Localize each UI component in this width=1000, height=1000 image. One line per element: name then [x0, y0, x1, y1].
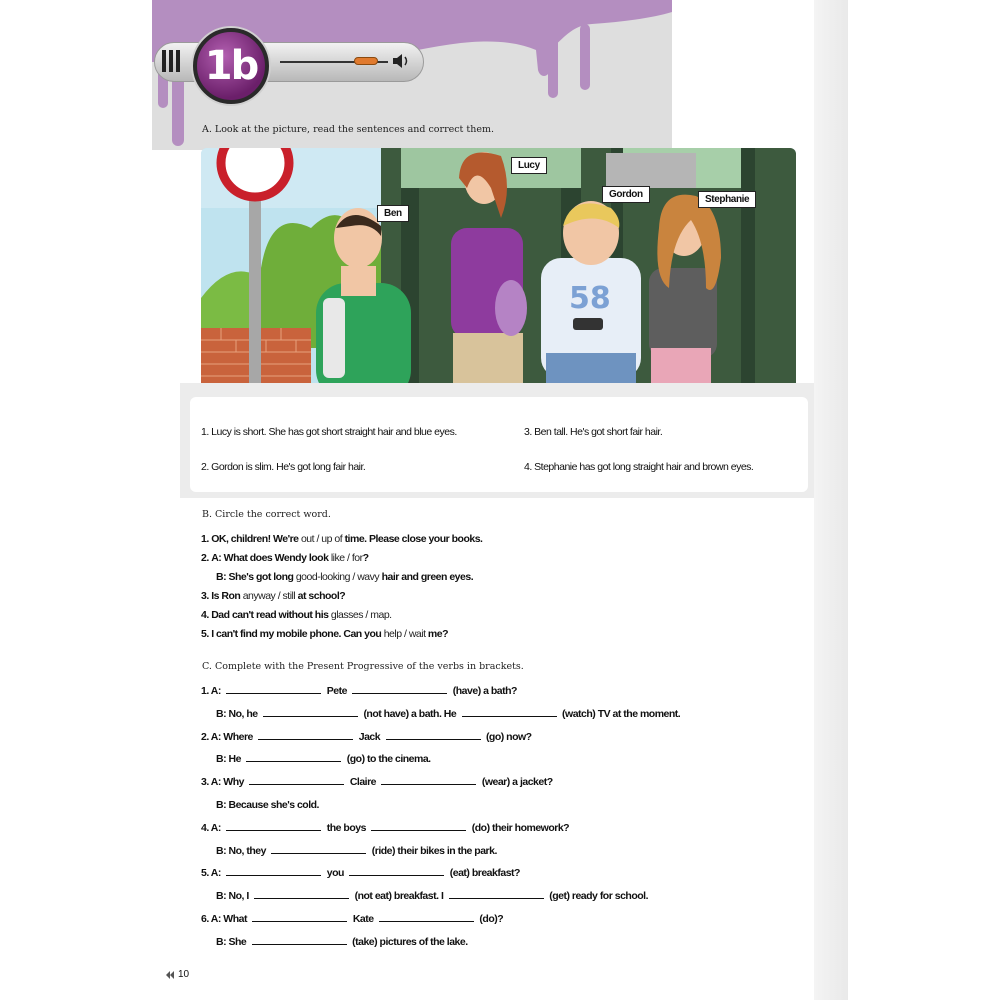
- label-stephanie: Stephanie: [698, 191, 756, 208]
- c-text: (not have) a bath. He: [363, 708, 457, 720]
- c-text: (wear) a jacket?: [481, 776, 553, 788]
- illustration-bus-stop: [201, 148, 796, 400]
- c-text: (not eat) breakfast. I: [354, 890, 444, 902]
- label-ben: Ben: [377, 205, 409, 222]
- answer-blank[interactable]: [258, 739, 353, 740]
- c-text: A:: [210, 867, 221, 879]
- answer-blank[interactable]: [252, 921, 347, 922]
- page-number: [166, 969, 189, 980]
- speaker-icon: [392, 53, 412, 69]
- b-item-text: I can't find my mobile phone. Can you: [211, 628, 382, 640]
- b-item-text: B: She's got long: [216, 571, 294, 583]
- c-item-number: 2.: [201, 731, 209, 743]
- c-text: you: [326, 867, 344, 879]
- answer-blank[interactable]: [263, 716, 358, 717]
- b-choice-options[interactable]: good-looking / wavy: [295, 571, 380, 583]
- c-text: A: Why: [210, 776, 244, 788]
- label-gordon: Gordon: [602, 186, 650, 203]
- answer-blank[interactable]: [449, 898, 544, 899]
- c-item-3-a: [201, 776, 553, 788]
- c-text: (take) pictures of the lake.: [352, 936, 468, 948]
- page-edge-shadow: [814, 0, 848, 1000]
- c-text: B: He: [216, 753, 241, 765]
- c-text: Claire: [349, 776, 376, 788]
- page-number-text: 10: [178, 969, 190, 980]
- answer-blank[interactable]: [226, 875, 321, 876]
- answer-blank[interactable]: [381, 784, 476, 785]
- rewind-icon: [166, 971, 176, 979]
- b-choice-options[interactable]: glasses / map: [330, 609, 390, 621]
- c-text: (watch) TV at the moment.: [562, 708, 681, 720]
- c-text: (do) their homework?: [471, 822, 570, 834]
- b-item-number: 2.: [201, 552, 209, 564]
- b-item-text: at school?: [297, 590, 346, 602]
- answer-blank[interactable]: [226, 830, 321, 831]
- c-text: B: No, they: [216, 845, 266, 857]
- b-item-text: Is Ron: [211, 590, 241, 602]
- c-item-5-a: [201, 867, 520, 879]
- c-text: A:: [210, 822, 221, 834]
- answer-blank[interactable]: [254, 898, 349, 899]
- c-text: (do)?: [479, 913, 504, 925]
- c-text: (have) a bath?: [452, 685, 517, 697]
- b-choice-options[interactable]: anyway / still: [242, 590, 296, 602]
- c-item-5-b: [216, 890, 648, 902]
- answer-blank[interactable]: [249, 784, 344, 785]
- c-text: (go) to the cinema.: [346, 753, 431, 765]
- b-item-text: Dad can't read without his: [211, 609, 329, 621]
- c-item-number: 5.: [201, 867, 209, 879]
- b-choice-options[interactable]: out / up of: [300, 533, 343, 545]
- b-item-3: [201, 590, 345, 602]
- b-item-1: [201, 533, 482, 545]
- sentence-3: 3. Ben tall. He's got short fair hair.: [524, 426, 663, 438]
- c-text: (get) ready for school.: [549, 890, 648, 902]
- section-a-instruction: A. Look at the picture, read the sentences and correct them.: [202, 124, 494, 135]
- answer-blank[interactable]: [462, 716, 557, 717]
- c-text: (eat) breakfast?: [449, 867, 520, 879]
- c-item-6-a: [201, 913, 503, 925]
- c-text: (ride) their bikes in the park.: [371, 845, 497, 857]
- track-bars-icon: [162, 50, 180, 72]
- b-item-number: 4.: [201, 609, 209, 621]
- b-item-number: 5.: [201, 628, 209, 640]
- c-item-1-b: [216, 708, 680, 720]
- b-item-text: .: [389, 609, 392, 621]
- c-text: B: No, I: [216, 890, 249, 902]
- b-choice-options[interactable]: like / for: [330, 552, 363, 564]
- c-item-number: 4.: [201, 822, 209, 834]
- answer-blank[interactable]: [349, 875, 444, 876]
- b-item-text: ?: [362, 552, 369, 564]
- c-text: B: Because she's cold.: [216, 799, 319, 811]
- c-item-number: 6.: [201, 913, 209, 925]
- c-item-1-a: [201, 685, 517, 697]
- unit-number: 1b: [204, 43, 258, 89]
- c-text: Jack: [358, 731, 381, 743]
- c-text: A: What: [210, 913, 247, 925]
- b-item-5: [201, 628, 448, 640]
- section-c-instruction: C. Complete with the Present Progressive of the verbs in brackets.: [202, 661, 524, 672]
- b-item-2a: [201, 552, 369, 564]
- section-b-instruction: B. Circle the correct word.: [202, 509, 331, 520]
- c-text: Kate: [352, 913, 374, 925]
- svg-text:58: 58: [569, 281, 611, 316]
- audio-slider-knob: [354, 57, 378, 65]
- c-text: A:: [210, 685, 221, 697]
- c-text: B: She: [216, 936, 247, 948]
- b-item-number: 1.: [201, 533, 209, 545]
- c-text: Pete: [326, 685, 347, 697]
- answer-blank[interactable]: [371, 830, 466, 831]
- b-choice-options[interactable]: help / wait: [383, 628, 426, 640]
- b-item-text: time. Please close your books.: [344, 533, 483, 545]
- c-text: B: No, he: [216, 708, 258, 720]
- answer-blank[interactable]: [246, 761, 341, 762]
- unit-badge: [193, 28, 269, 104]
- scene-drawing: [201, 148, 796, 400]
- c-item-number: 1.: [201, 685, 209, 697]
- c-item-number: 3.: [201, 776, 209, 788]
- answer-blank[interactable]: [271, 853, 366, 854]
- b-item-text: OK, children! We're: [211, 533, 299, 545]
- c-item-6-b: [216, 936, 468, 948]
- answer-blank[interactable]: [386, 739, 481, 740]
- answer-blank[interactable]: [379, 921, 474, 922]
- b-item-text: hair and green eyes.: [381, 571, 474, 583]
- answer-blank[interactable]: [226, 693, 321, 694]
- c-text: (go) now?: [485, 731, 532, 743]
- c-item-2-a: [201, 731, 532, 743]
- b-item-number: 3.: [201, 590, 209, 602]
- answer-blank[interactable]: [352, 693, 447, 694]
- b-item-4: [201, 609, 392, 621]
- c-text: the boys: [326, 822, 366, 834]
- c-item-4-b: [216, 845, 497, 857]
- sentence-2: 2. Gordon is slim. He's got long fair hair.: [201, 461, 366, 473]
- c-text: A: Where: [210, 731, 253, 743]
- c-item-3-b: [216, 799, 319, 811]
- sentence-4: 4. Stephanie has got long straight hair and brown eyes.: [524, 461, 754, 473]
- c-item-2-b: [216, 753, 431, 765]
- c-item-4-a: [201, 822, 569, 834]
- b-item-text: me?: [427, 628, 449, 640]
- label-lucy: Lucy: [511, 157, 547, 174]
- sentence-1: 1. Lucy is short. She has got short straight hair and blue eyes.: [201, 426, 457, 438]
- sentences-card: [190, 397, 808, 492]
- b-item-text: A: What does Wendy look: [211, 552, 329, 564]
- b-item-2b: [216, 571, 473, 583]
- answer-blank[interactable]: [252, 944, 347, 945]
